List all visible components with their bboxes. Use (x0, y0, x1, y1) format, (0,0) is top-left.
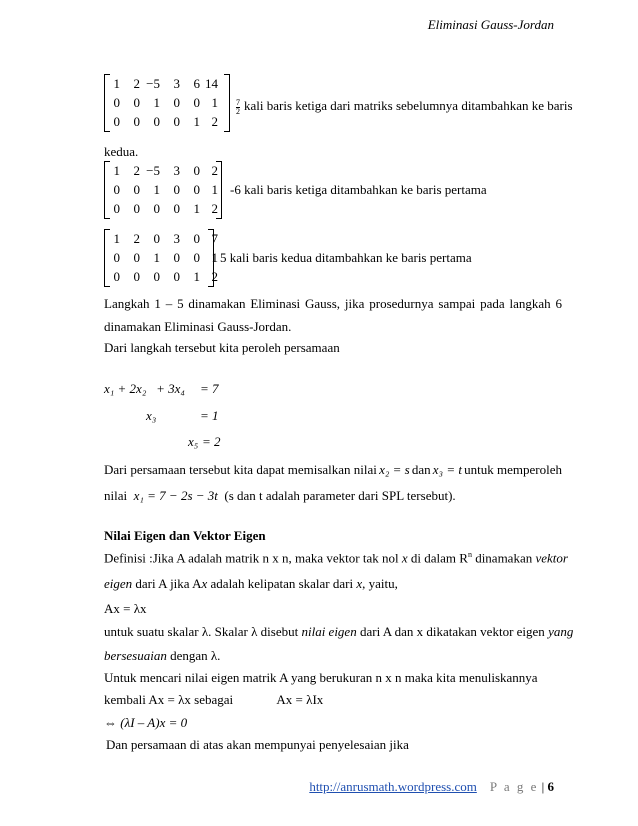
matrix-cell: 7 (211, 231, 218, 246)
matrix-row (104, 231, 218, 249)
matrix-cell: −5 (146, 76, 160, 91)
matrix-cell: 0 (193, 182, 200, 197)
matrix-1-note: $\frac{7}{2}$ kali baris ketiga dari matriks sebelumnya ditambahkan ke baris (236, 97, 573, 116)
eigen-explanation-line-4: kembali Ax = λx sebagai Ax = λIx (104, 692, 324, 707)
footer (309, 779, 554, 795)
matrix-cell: 0 (133, 182, 140, 197)
matrix-cell: 1 (211, 95, 218, 110)
matrix-cell: 0 (173, 269, 180, 284)
math-x1-solution: x₁ = 7 − 2s − 3t (133, 488, 218, 503)
matrix-cell: 0 (193, 231, 200, 246)
paragraph-line: dinamakan Eliminasi Gauss-Jordan. (104, 319, 292, 334)
equation-3-rhs: = 2 (202, 434, 221, 449)
definition-line-1: Definisi :Jika A adalah matrik n x n, maka vektor tak nol x di dalam $R^n$ dinamakan vektor (104, 550, 568, 566)
equation-2-rhs: = 1 (200, 408, 219, 423)
eigen-equation: Ax = λx (104, 601, 147, 616)
footer-separator: | (541, 779, 545, 794)
matrix-cell: 1 (193, 269, 200, 284)
matrix-cell: 0 (133, 201, 140, 216)
matrix-cell: 2 (133, 163, 140, 178)
eigen-explanation-line-6: Dan persamaan di atas akan mempunyai penyelesaian jika (106, 737, 409, 752)
matrix-1 (104, 74, 230, 132)
eigen-explanation-line-3: Untuk mencari nilai eigen matrik A yang berukuran n x n maka kita menuliskannya (104, 670, 538, 685)
matrix-cell: 0 (193, 250, 200, 265)
matrix-cell: 0 (133, 269, 140, 284)
matrix-cell: 1 (153, 250, 160, 265)
paragraph-line: Langkah 1 – 5 dinamakan Eliminasi Gauss, jika prosedurnya sampai pada langkah 6 (104, 296, 562, 311)
matrix-cell: 14 (205, 76, 218, 91)
matrix-row (104, 95, 230, 113)
matrix-cell: 1 (211, 250, 218, 265)
footer-page-label: P a g e (489, 779, 539, 794)
matrix-cell: 0 (173, 201, 180, 216)
equation-1-lhs: x₁ + 2x₂ + 3x₄ (104, 381, 185, 396)
matrix-cell: 2 (133, 76, 140, 91)
matrix-cell: 3 (173, 231, 180, 246)
matrix-cell: 0 (113, 114, 120, 129)
fraction-seven-halves: $\frac{7}{2}$ (236, 97, 240, 116)
text: dan (411, 462, 431, 477)
characteristic-equation: ⇔ (λI – A)x = 0 (104, 715, 188, 730)
matrix-row (104, 76, 230, 94)
matrix-cell: 2 (133, 231, 140, 246)
matrix-2 (104, 161, 222, 219)
matrix-cell: 0 (193, 95, 200, 110)
matrix-cell: 0 (173, 250, 180, 265)
matrix-cell: 0 (153, 201, 160, 216)
footer-page-number: 6 (547, 779, 554, 794)
matrix-cell: 1 (211, 182, 218, 197)
matrix-cell: 1 (113, 163, 120, 178)
matrix-cell: 1 (153, 95, 160, 110)
matrix-cell: 0 (113, 95, 120, 110)
eigen-explanation-line-1: untuk suatu skalar λ. Skalar λ disebut nilai eigen dari A dan x dikatakan vektor eigen yang (104, 624, 574, 639)
math-x2-eq-s: x₂ = s (379, 462, 410, 477)
matrix-row (104, 114, 230, 132)
matrix-cell: 0 (113, 182, 120, 197)
matrix-cell: 0 (133, 114, 140, 129)
matrix-cell: 0 (173, 182, 180, 197)
matrix-row (104, 250, 218, 268)
matrix-row (104, 182, 222, 200)
text: Dari persamaan tersebut kita dapat memisalkan nilai (104, 462, 377, 477)
equation-2-lhs: x₃ (146, 408, 157, 423)
text: nilai (104, 488, 128, 503)
matrix-cell: 2 (211, 163, 218, 178)
section-heading: Nilai Eigen dan Vektor Eigen (104, 528, 266, 543)
matrix-cell: 0 (113, 201, 120, 216)
matrix-cell: −5 (146, 163, 160, 178)
matrix-cell: 1 (193, 114, 200, 129)
matrix-cell: 3 (173, 76, 180, 91)
matrix-cell: 0 (153, 269, 160, 284)
text: (s dan t adalah parameter dari SPL tersebut). (224, 488, 456, 503)
matrix-cell: 6 (193, 76, 200, 91)
matrix-cell: 3 (173, 163, 180, 178)
matrix-1-note-continuation: kedua. (104, 144, 139, 159)
matrix-3 (104, 229, 218, 287)
page-header-title: Eliminasi Gauss-Jordan (427, 17, 554, 32)
definition-line-2: eigen dari A jika Ax adalah kelipatan skalar dari x, yaitu, (104, 576, 398, 591)
eigen-explanation-line-2: bersesuaian dengan λ. (104, 648, 221, 663)
matrix-2-note: -6 kali baris ketiga ditambahkan ke baris pertama (230, 182, 487, 197)
matrix-cell: 1 (193, 201, 200, 216)
matrix-cell: 0 (153, 231, 160, 246)
matrix-cell: 1 (113, 76, 120, 91)
matrix-cell: 0 (153, 114, 160, 129)
matrix-cell: 2 (211, 269, 218, 284)
matrix-cell: 0 (133, 250, 140, 265)
matrix-cell: 0 (133, 95, 140, 110)
matrix-cell: 2 (211, 201, 218, 216)
matrix-cell: 2 (211, 114, 218, 129)
matrix-row (104, 201, 222, 219)
paragraph-line: Dari langkah tersebut kita peroleh persamaan (104, 340, 340, 355)
matrix-cell: 0 (113, 250, 120, 265)
matrix-cell: 0 (173, 114, 180, 129)
matrix-cell: 0 (193, 163, 200, 178)
matrix-3-note: 5 kali baris kedua ditambahkan ke baris pertama (220, 250, 472, 265)
matrix-cell: 1 (113, 231, 120, 246)
matrix-cell: 0 (173, 95, 180, 110)
matrix-row (104, 269, 218, 287)
matrix-cell: 1 (153, 182, 160, 197)
matrix-cell: 0 (113, 269, 120, 284)
matrix-row (104, 163, 222, 181)
equation-3-lhs: x₅ (188, 434, 199, 449)
footer-url-link[interactable]: http://anrusmath.wordpress.com (309, 779, 477, 794)
parameter-line-1 (104, 462, 562, 478)
text: untuk memperoleh (464, 462, 562, 477)
parameter-line-2 (104, 488, 456, 504)
equation-1-rhs: = 7 (200, 381, 219, 396)
math-x3-eq-t: x₃ = t (432, 462, 462, 477)
